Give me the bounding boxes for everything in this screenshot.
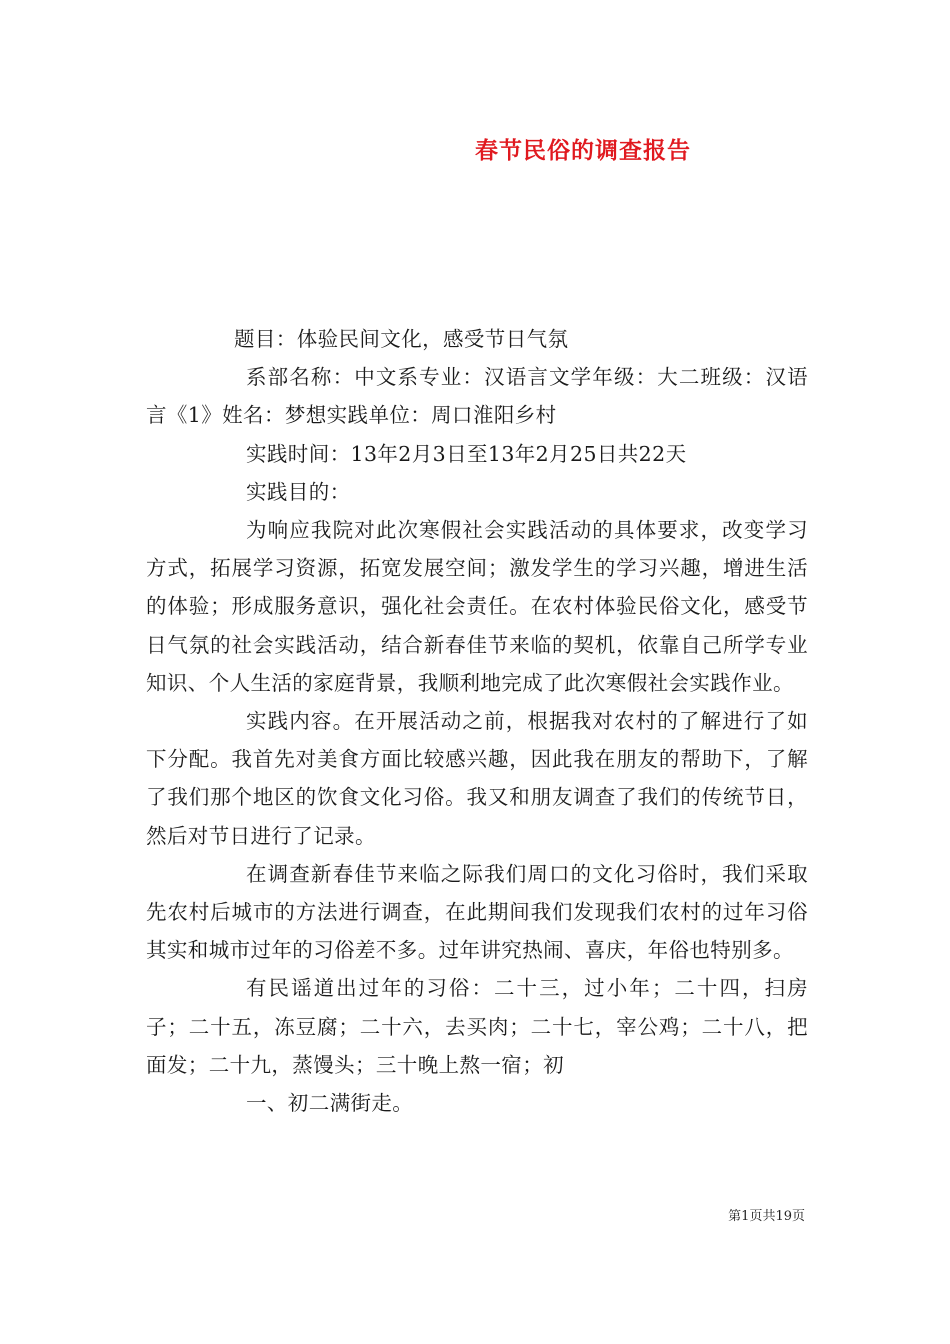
paragraph-purpose: 为响应我院对此次寒假社会实践活动的具体要求，改变学习方式，拓展学习资源，拓宽发展空间；激发学生的学习兴趣，增进生活的体验；形成服务意识，强化社会责任。在农村体验民俗文化，感受节日气氛的社会实践活动，结合新春佳节来临的契机，依靠自己所学专业知识、个人生活的家庭背景，我顺利地完成了此次寒假社会实践作业。 <box>146 518 808 695</box>
paragraph-content: 实践内容。在开展活动之前，根据我对农村的了解进行了如下分配。我首先对美食方面比较感兴趣，因此我在朋友的帮助下，了解了我们那个地区的饮食文化习俗。我又和朋友调查了我们的传统节日，然后对节日进行了记录。 <box>146 709 808 848</box>
document-title: 春节民俗的调查报告 <box>475 137 691 164</box>
paragraph-folk-rhyme: 有民谣道出过年的习俗：二十三，过小年；二十四，扫房子；二十五，冻豆腐；二十六，去买肉；二十七，宰公鸡；二十八，把面发；二十九，蒸馒头；三十晚上熬一宿；初 <box>146 976 808 1077</box>
paragraph-topic: 题目：体验民间文化，感受节日气氛 <box>234 327 569 351</box>
document-body <box>146 320 808 1122</box>
page-number-footer: 第1页共19页 <box>728 1209 805 1224</box>
paragraph-rhyme-end: 一、初二满街走。 <box>246 1091 414 1116</box>
paragraph-department: 系部名称：中文系专业：汉语言文学年级：大二班级：汉语言《1》姓名：梦想实践单位：周口淮阳乡村 <box>146 365 808 428</box>
paragraph-investigation: 在调查新春佳节来临之际我们周口的文化习俗时，我们采取先农村后城市的方法进行调查，在此期间我们发现我们农村的过年习俗其实和城市过年的习俗差不多。过年讲究热闹、喜庆，年俗也特别多。 <box>146 861 808 963</box>
paragraph-purpose-heading: 实践目的： <box>246 479 351 504</box>
paragraph-practice-time: 实践时间：13年2月3日至13年2月25日共22天 <box>246 441 687 466</box>
